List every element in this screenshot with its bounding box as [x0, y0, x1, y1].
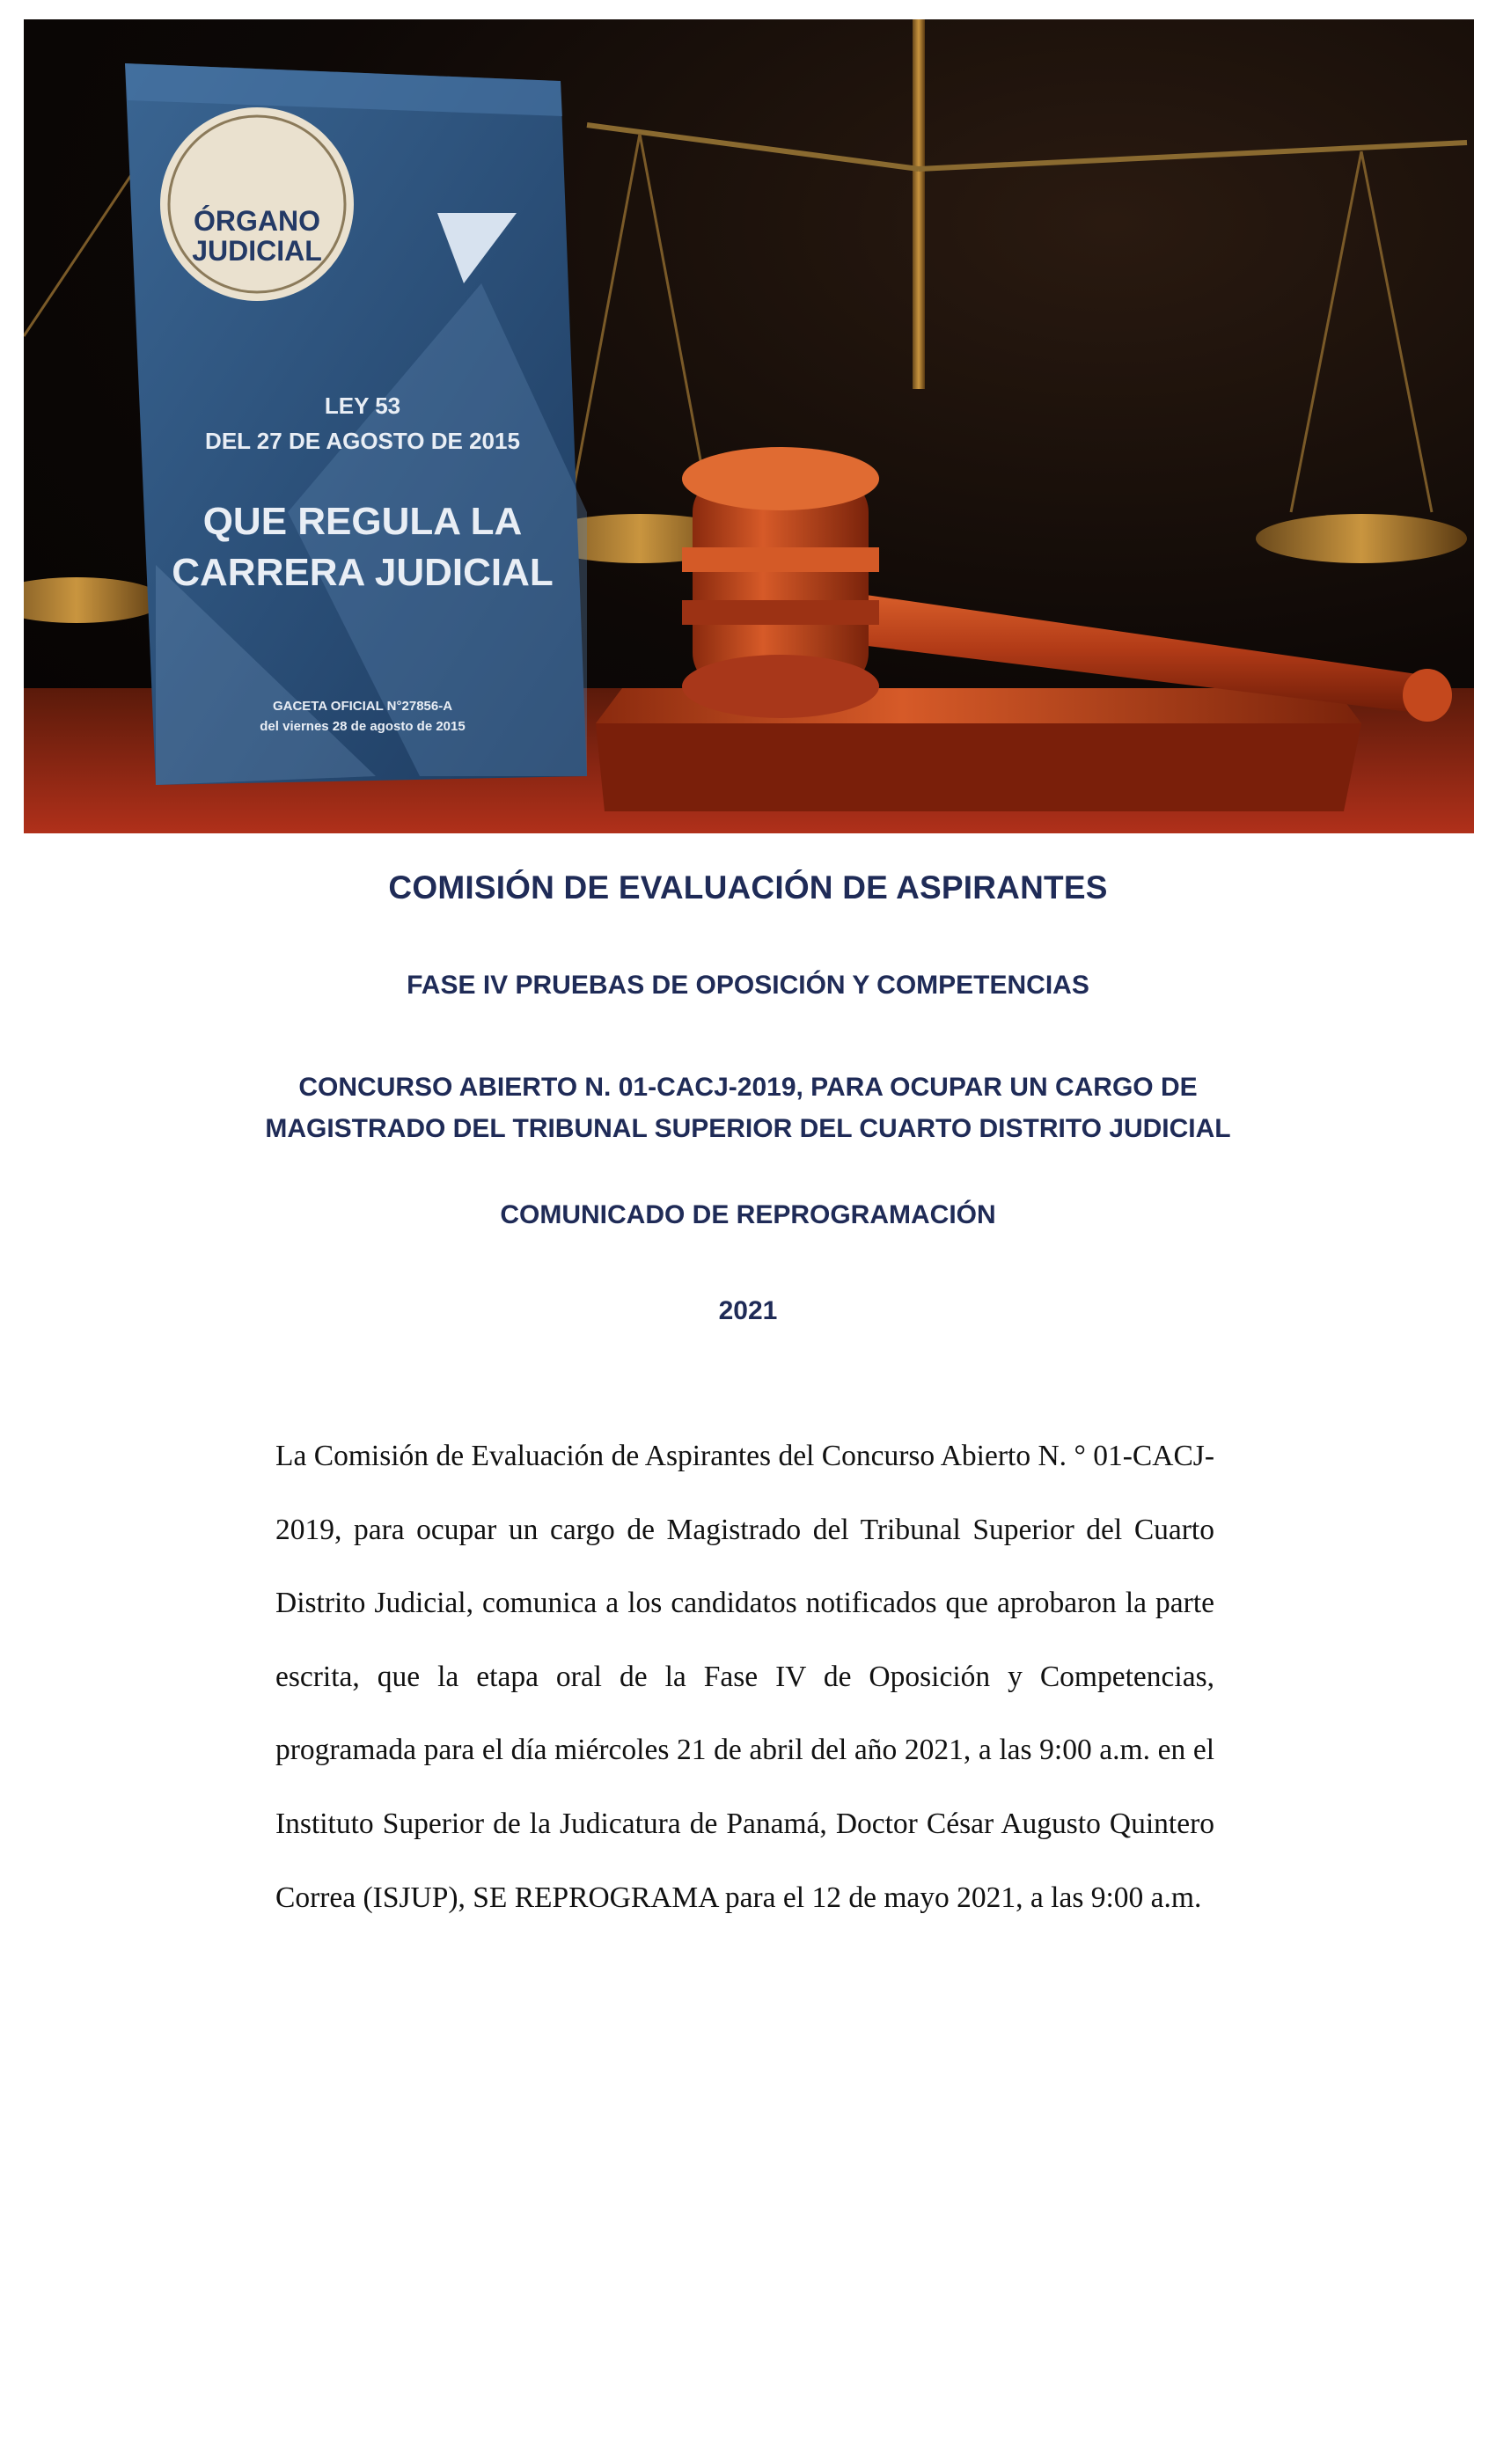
gavel: [682, 447, 1452, 722]
contest-title: [0, 1067, 1496, 1149]
booklet-title-line1: QUE REGULA LA: [202, 500, 523, 543]
booklet-logo-top: ÓRGANO: [194, 205, 320, 237]
phase-title: FASE IV PRUEBAS DE OPOSICIÓN Y COMPETENCIAS: [407, 971, 1089, 1000]
booklet-gazette-line1: GACETA OFICIAL N°27856-A: [272, 699, 453, 714]
law-booklet: [125, 63, 587, 785]
notice-year: 2021: [718, 1296, 778, 1325]
header-photo: [24, 19, 1474, 833]
booklet-law-date: DEL 27 DE AGOSTO DE 2015: [205, 428, 520, 454]
booklet-law-number: LEY 53: [324, 392, 401, 419]
booklet-title-line2: CARRERA JUDICIAL: [172, 551, 554, 594]
gavel-and-law-booklet-illustration: [24, 19, 1474, 833]
booklet-logo-bottom: JUDICIAL: [192, 235, 322, 267]
notice-title: COMUNICADO DE REPROGRAMACIÓN: [500, 1200, 996, 1229]
contest-title-line2: MAGISTRADO DEL TRIBUNAL SUPERIOR DEL CUARTO DISTRITO JUDICIAL: [265, 1114, 1231, 1143]
commission-title: COMISIÓN DE EVALUACIÓN DE ASPIRANTES: [388, 869, 1108, 906]
contest-title-line1: CONCURSO ABIERTO N. 01-CACJ-2019, PARA OCUPAR UN CARGO DE: [298, 1073, 1198, 1102]
booklet-gazette-line2: del viernes 28 de agosto de 2015: [260, 719, 466, 734]
notice-body: La Comisión de Evaluación de Aspirantes del Concurso Abierto N. ° 01-CACJ-2019, para ocupar un cargo de Magistrado del Tribunal Superior del Cuarto Distrito Judicial, comunica a los candidatos notificados que aprobaron la parte escrita, que la etapa oral de la Fase IV de Oposición y Competencias, programada para el día miércoles 21 de abril del año 2021, a las 9:00 a.m. en el Instituto Superior de la Judicatura de Panamá, Doctor César Augusto Quintero Correa (ISJUP), SE REPROGRAMA para el 12 de mayo 2021, a las 9:00 a.m.: [275, 1440, 1214, 1914]
